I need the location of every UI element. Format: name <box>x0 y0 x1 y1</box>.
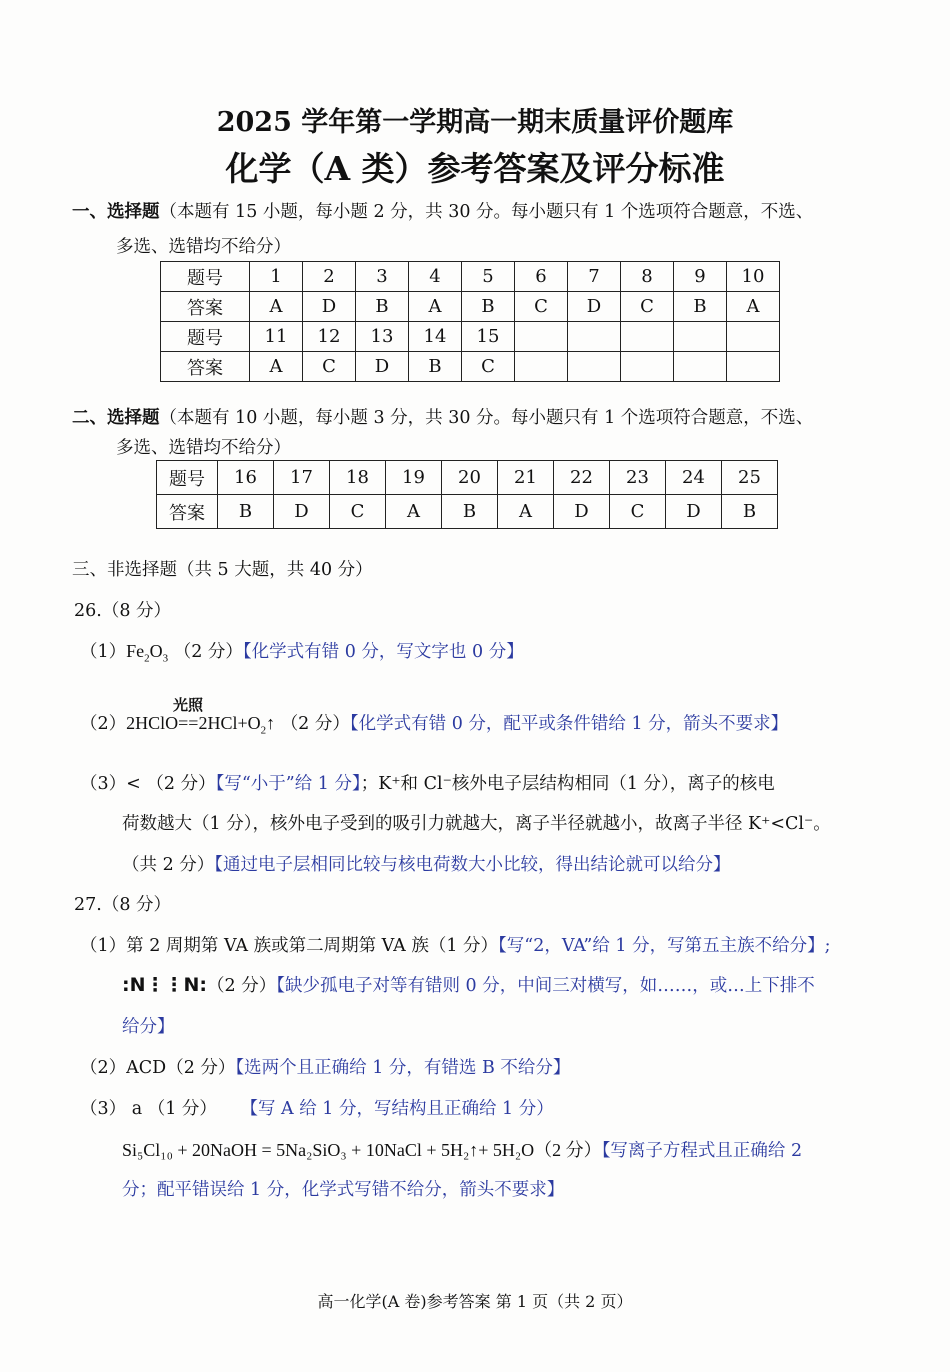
q27-p2-text: （2）ACD（2 分） <box>80 1058 236 1078</box>
question-number: 12 <box>303 322 356 352</box>
formula-part: Fe <box>126 641 145 661</box>
answer-cell: B <box>409 352 462 382</box>
q26-p1-formula <box>126 641 169 665</box>
question-number: 17 <box>274 461 330 495</box>
answer-cell <box>621 352 674 382</box>
section1-desc: （本题有 15 小题，每小题 2 分，共 30 分。每小题只有 1 个选项符合题意，不选、 <box>159 202 814 222</box>
question-number: 1 <box>250 262 303 292</box>
question-number: 7 <box>568 262 621 292</box>
answer-cell: B <box>722 495 778 529</box>
question-number: 18 <box>330 461 386 495</box>
question-number: 3 <box>356 262 409 292</box>
question-number: 15 <box>462 322 515 352</box>
section1-heading: 一、选择题 <box>72 202 160 222</box>
question-number <box>621 322 674 352</box>
row-label: 答案 <box>161 292 250 322</box>
answer-cell: C <box>462 352 515 382</box>
q27-part3 <box>80 1095 554 1120</box>
row-label: 题号 <box>161 322 250 352</box>
question-number: 24 <box>666 461 722 495</box>
question-number <box>674 322 727 352</box>
q26-part3 <box>80 770 775 795</box>
q26-p2-note: 【化学式有错 0 分，配平或条件错给 1 分，箭头不要求】 <box>349 714 789 734</box>
q26-p3-text: ；K⁺和 Cl⁻核外电子层结构相同（1 分），离子的核电 <box>360 774 775 794</box>
answer-cell <box>727 352 780 382</box>
answer-cell: D <box>568 292 621 322</box>
section2-answer-table <box>156 460 778 529</box>
question-number <box>515 322 568 352</box>
q26-p3-text2: 荷数越大（1 分），核外电子受到的吸引力就越大，离子半径就越小，故离子半径 K⁺<Cl⁻。 <box>122 814 831 834</box>
q26-p3-total-line <box>122 851 731 876</box>
answer-cell: C <box>515 292 568 322</box>
question-number: 13 <box>356 322 409 352</box>
q27-p1-note: 【写“2，VA”给 1 分，写第五主族不给分】; <box>498 936 831 956</box>
q27-p3-label: （3） a （1 分） <box>80 1099 217 1119</box>
q27-p2-note: 【选两个且正确给 1 分，有错选 B 不给分】 <box>235 1058 571 1078</box>
question-number: 25 <box>722 461 778 495</box>
q27-p3-note2: 【写离子方程式且正确给 2 <box>601 1141 803 1161</box>
answer-cell <box>568 352 621 382</box>
q27-p1-note2: 【缺少孤电子对等有错则 0 分，中间三对横写，如……，或…上下排不 <box>276 976 815 996</box>
q27-p3-note: 【写 A 给 1 分，写结构且正确给 1 分） <box>240 1099 554 1119</box>
section1-answer-table <box>160 261 780 382</box>
table-row <box>161 262 780 292</box>
q26-p1-score: （2 分） <box>173 642 243 662</box>
question-number: 19 <box>386 461 442 495</box>
q27-part1 <box>80 932 830 957</box>
answer-cell: A <box>386 495 442 529</box>
q26-p3-label: （3）< <box>80 774 141 794</box>
answer-cell: A <box>250 292 303 322</box>
page-footer: 高一化学(A 卷)参考答案 第 1 页（共 2 页） <box>317 1292 633 1311</box>
answer-cell: B <box>356 292 409 322</box>
q26-p3-note: 【写“小于”给 1 分】 <box>215 774 361 794</box>
q26-p2-equation <box>126 713 276 737</box>
question-number <box>568 322 621 352</box>
table-row <box>161 352 780 382</box>
q26-p1-note: 【化学式有错 0 分，写文字也 0 分】 <box>242 642 524 662</box>
q27-p1-line2 <box>122 972 815 997</box>
q27-electron-formula: :N⋮⋮N: <box>122 974 207 996</box>
q27-p1-score2: （2 分） <box>207 976 277 996</box>
q27-p3-equation: Si₅Cl₁₀ + 20NaOH = 5Na₂SiO₃ + 10NaCl + 5H₂↑+ 5H₂O（2 分） <box>122 1140 602 1160</box>
question-number: 11 <box>250 322 303 352</box>
answer-cell <box>515 352 568 382</box>
answer-cell: A <box>727 292 780 322</box>
row-label: 题号 <box>161 262 250 292</box>
section1-heading-line <box>72 198 813 223</box>
page-title: 2025 学年第一学期高一期末质量评价题库 <box>216 107 734 138</box>
question-number: 22 <box>554 461 610 495</box>
q27-p3-note3: 分；配平错误给 1 分，化学式写错不给分，箭头不要求】 <box>122 1180 565 1200</box>
q26-p2-label: （2） <box>80 714 127 734</box>
gas-arrow: ↑ <box>266 713 276 733</box>
answer-cell: D <box>303 292 356 322</box>
formula-subscript: 2 <box>260 724 267 737</box>
question-number: 4 <box>409 262 462 292</box>
formula-subscript: 3 <box>162 652 169 665</box>
q26-p1-label: （1） <box>80 642 127 662</box>
question-number: 23 <box>610 461 666 495</box>
formula-subscript: 2 <box>144 652 150 665</box>
question-number: 20 <box>442 461 498 495</box>
answer-cell: D <box>356 352 409 382</box>
table-row <box>157 461 778 495</box>
row-label: 答案 <box>157 495 218 529</box>
answer-cell: C <box>303 352 356 382</box>
q26-heading: 26.（8 分） <box>74 601 172 621</box>
question-number: 8 <box>621 262 674 292</box>
answer-cell: B <box>462 292 515 322</box>
q26-p3-total: （共 2 分） <box>122 855 215 875</box>
table-row <box>161 322 780 352</box>
question-number: 2 <box>303 262 356 292</box>
section2-heading: 二、选择题 <box>72 408 160 428</box>
equation-part: 2HClO==2HCl+O <box>126 713 261 733</box>
q26-p3-score: （2 分） <box>146 774 216 794</box>
q27-p1-text: （1）第 2 周期第 VA 族或第二周期第 VA 族（1 分） <box>80 936 499 956</box>
q27-p1-note3: 给分】 <box>122 1017 175 1037</box>
question-number: 14 <box>409 322 462 352</box>
answer-cell: C <box>330 495 386 529</box>
table-row <box>161 292 780 322</box>
answer-cell: C <box>621 292 674 322</box>
question-number: 6 <box>515 262 568 292</box>
q26-p2-condition: 光照 <box>173 696 204 714</box>
answer-cell: D <box>274 495 330 529</box>
q26-part2 <box>80 710 788 737</box>
section2-desc2: 多选、选错均不给分） <box>116 438 291 458</box>
row-label: 题号 <box>157 461 218 495</box>
section2-desc: （本题有 10 小题，每小题 3 分，共 30 分。每小题只有 1 个选项符合题意，不选、 <box>159 408 814 428</box>
answer-cell: D <box>666 495 722 529</box>
answer-cell: B <box>218 495 274 529</box>
question-number: 16 <box>218 461 274 495</box>
q27-part2 <box>80 1054 570 1079</box>
formula-part: O <box>149 641 163 661</box>
answer-cell: D <box>554 495 610 529</box>
q27-p3-equation-line <box>122 1136 802 1162</box>
question-number: 9 <box>674 262 727 292</box>
q26-p2-score: （2 分） <box>280 714 350 734</box>
answer-cell: B <box>442 495 498 529</box>
row-label: 答案 <box>161 352 250 382</box>
page-subtitle: 化学（A 类）参考答案及评分标准 <box>225 149 725 188</box>
section2-heading-line <box>72 404 813 429</box>
question-number: 21 <box>498 461 554 495</box>
answer-cell: B <box>674 292 727 322</box>
section3-heading: 三、非选择题（共 5 大题，共 40 分） <box>72 560 373 580</box>
q27-heading: 27.（8 分） <box>74 895 172 915</box>
answer-cell: C <box>610 495 666 529</box>
answer-cell: A <box>498 495 554 529</box>
question-number: 10 <box>727 262 780 292</box>
q26-part1 <box>80 638 524 665</box>
answer-cell <box>674 352 727 382</box>
answer-cell: A <box>409 292 462 322</box>
section1-desc2: 多选、选错均不给分） <box>116 237 291 257</box>
question-number <box>727 322 780 352</box>
table-row <box>157 495 778 529</box>
question-number: 5 <box>462 262 515 292</box>
answer-cell: A <box>250 352 303 382</box>
q26-p3-note2: 【通过电子层相同比较与核电荷数大小比较，得出结论就可以给分】 <box>214 855 731 875</box>
